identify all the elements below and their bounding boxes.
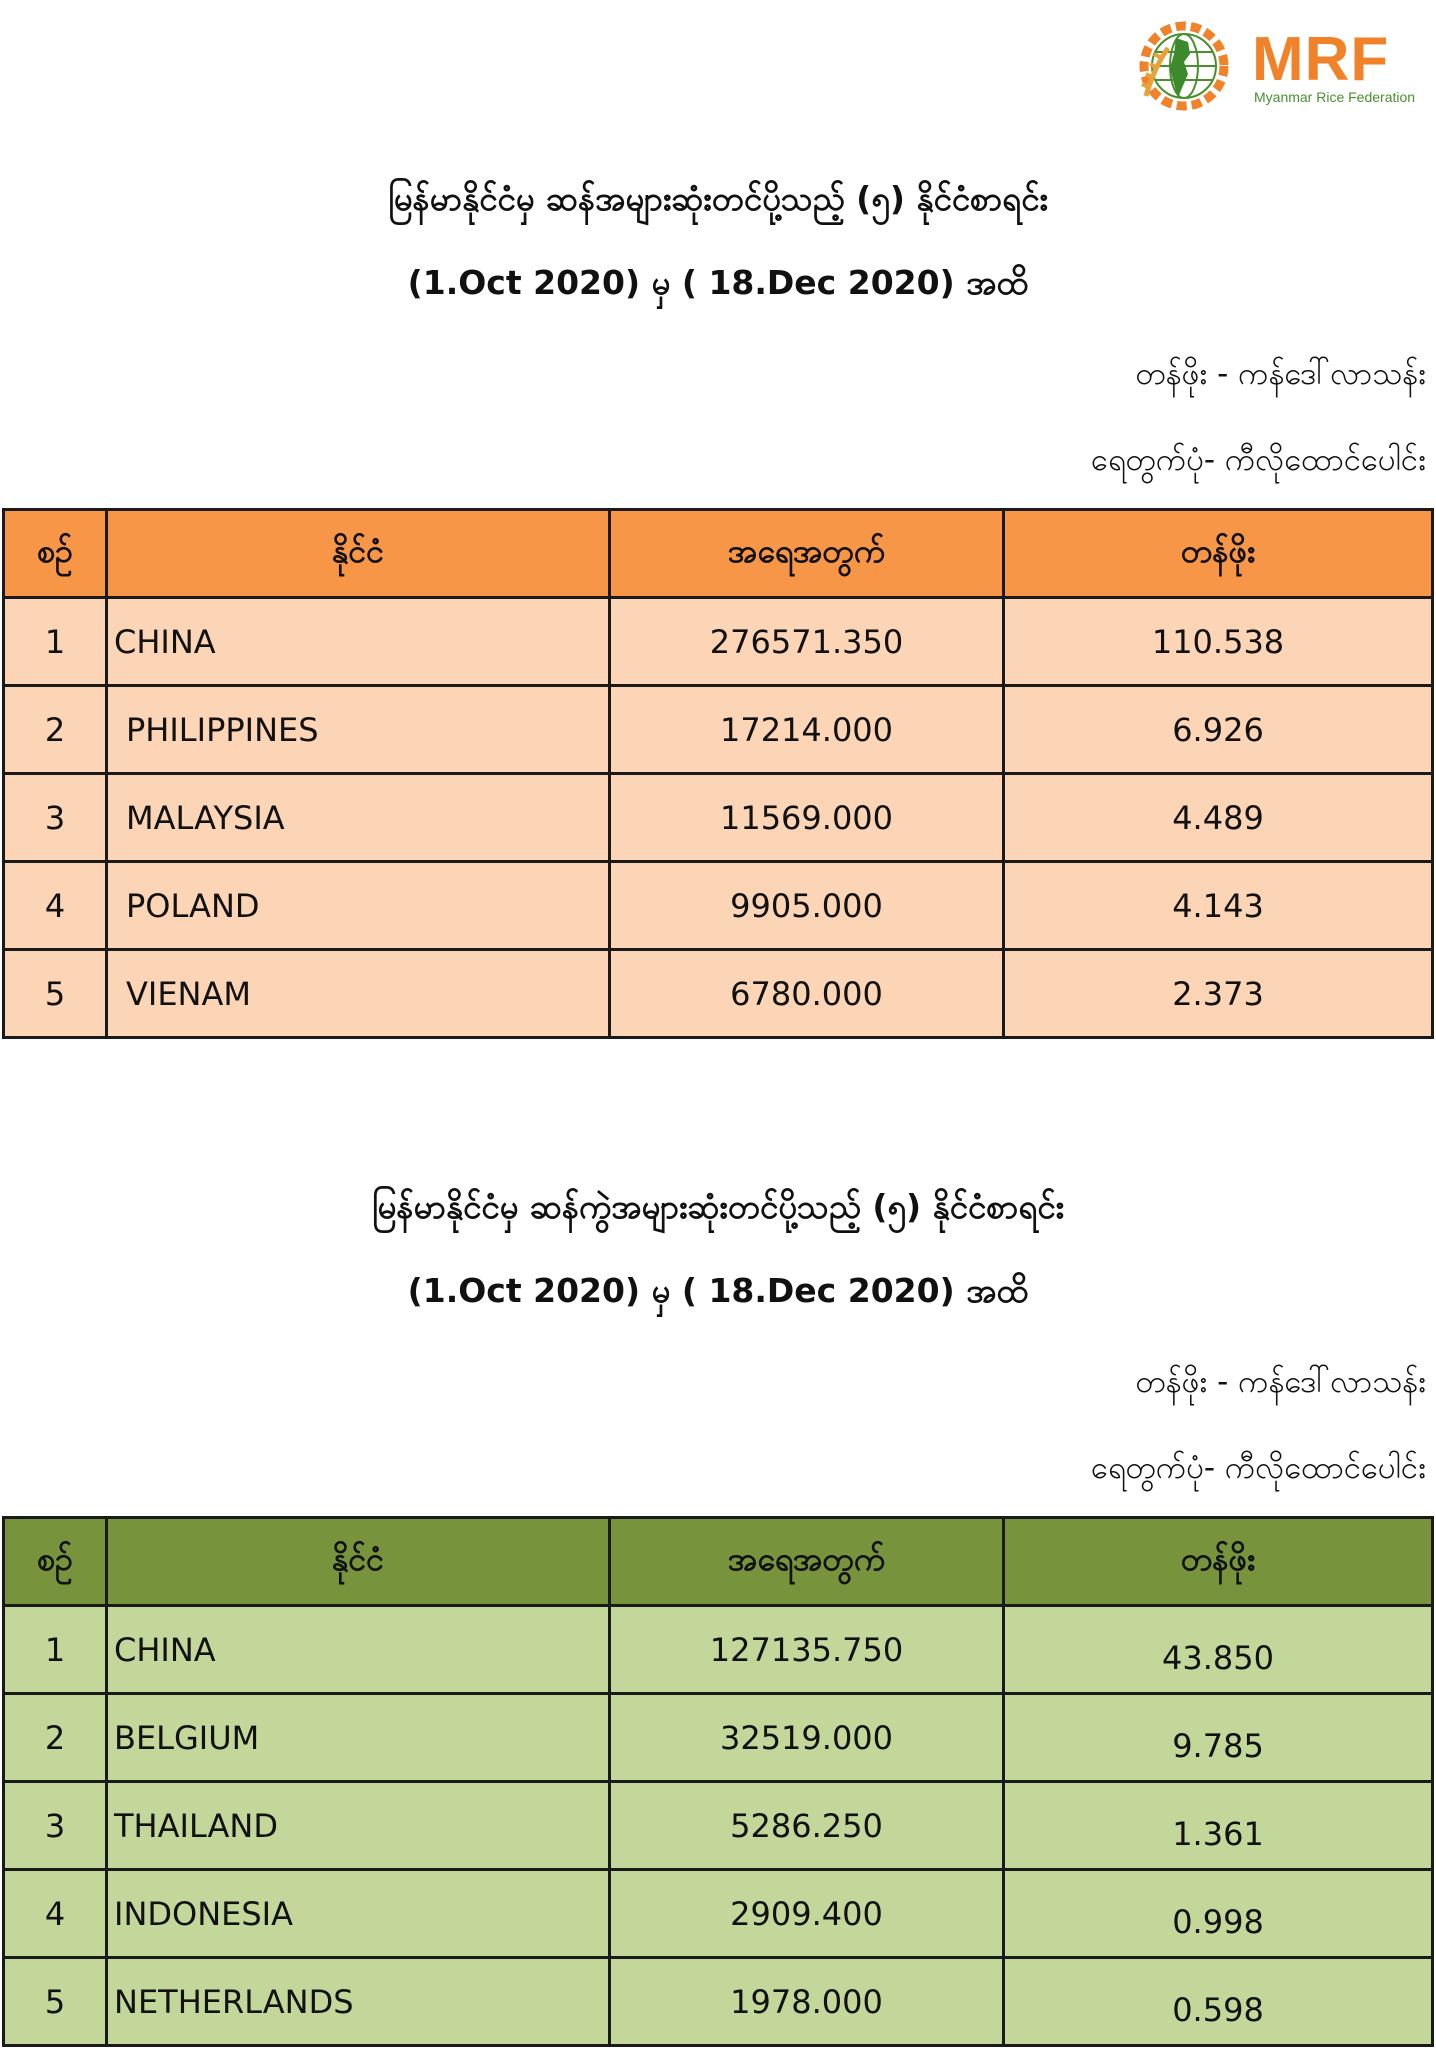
section2-date-range: (1.Oct 2020) မှ ( 18.Dec 2020) အထိ bbox=[407, 1271, 1029, 1310]
section2-title: မြန်မာနိုင်ငံမှ ဆန်ကွဲအများဆုံးတင်ပို့သည့် (၅) နိုင်ငံစာရင်း bbox=[372, 1187, 1064, 1226]
row-no: 4 bbox=[4, 862, 107, 950]
row-country: POLAND bbox=[107, 862, 610, 950]
rice-export-table bbox=[2, 508, 1434, 1039]
row-value: 4.489 bbox=[1004, 774, 1433, 862]
row-quantity: 11569.000 bbox=[610, 774, 1004, 862]
row-no: 1 bbox=[4, 598, 107, 686]
table-row bbox=[4, 1782, 1433, 1870]
header-value: တန်ဖိုး bbox=[1004, 510, 1433, 598]
row-quantity: 9905.000 bbox=[610, 862, 1004, 950]
header-no: စဉ် bbox=[4, 510, 107, 598]
row-value: 43.850 bbox=[1162, 1638, 1274, 1677]
row-country: NETHERLANDS bbox=[107, 1958, 610, 2046]
row-country: MALAYSIA bbox=[107, 774, 610, 862]
row-quantity: 17214.000 bbox=[610, 686, 1004, 774]
row-value: 0.998 bbox=[1172, 1902, 1264, 1941]
row-quantity: 5286.250 bbox=[610, 1782, 1004, 1870]
table-row bbox=[4, 686, 1433, 774]
row-quantity: 2909.400 bbox=[610, 1870, 1004, 1958]
section2-qty-unit: ရေတွက်ပုံ- ကီလိုထောင်ပေါင်း bbox=[1091, 1450, 1426, 1486]
logo-subtitle: Myanmar Rice Federation bbox=[1254, 89, 1416, 105]
table-header-row bbox=[4, 1518, 1433, 1606]
header-country: နိုင်ငံ bbox=[107, 1518, 610, 1606]
row-country: CHINA bbox=[107, 1606, 610, 1694]
row-no: 4 bbox=[4, 1870, 107, 1958]
row-value: 9.785 bbox=[1172, 1726, 1264, 1765]
row-quantity: 1978.000 bbox=[610, 1958, 1004, 2046]
logo-text: MRF bbox=[1252, 25, 1390, 94]
row-value: 6.926 bbox=[1004, 686, 1433, 774]
row-country: VIENAM bbox=[107, 950, 610, 1038]
row-country: CHINA bbox=[107, 598, 610, 686]
table-row bbox=[4, 862, 1433, 950]
row-no: 2 bbox=[4, 1694, 107, 1782]
row-no: 3 bbox=[4, 774, 107, 862]
row-no: 2 bbox=[4, 686, 107, 774]
row-no: 3 bbox=[4, 1782, 107, 1870]
row-value: 2.373 bbox=[1004, 950, 1433, 1038]
row-no: 5 bbox=[4, 950, 107, 1038]
table-row bbox=[4, 1694, 1433, 1782]
row-country: BELGIUM bbox=[107, 1694, 610, 1782]
table-row bbox=[4, 950, 1433, 1038]
header-value: တန်ဖိုး bbox=[1004, 1518, 1433, 1606]
row-value: 1.361 bbox=[1172, 1814, 1264, 1853]
header-country: နိုင်ငံ bbox=[107, 510, 610, 598]
row-country: INDONESIA bbox=[107, 1870, 610, 1958]
row-quantity: 276571.350 bbox=[610, 598, 1004, 686]
section2-value-unit: တန်ဖိုး - ကန်ဒေါ်လာသန်း bbox=[1135, 1364, 1426, 1400]
row-value: 110.538 bbox=[1004, 598, 1433, 686]
header-no: စဉ် bbox=[4, 1518, 107, 1606]
row-country: PHILIPPINES bbox=[107, 686, 610, 774]
row-no: 1 bbox=[4, 1606, 107, 1694]
table-row bbox=[4, 1958, 1433, 2046]
section1-title: မြန်မာနိုင်ငံမှ ဆန်အများဆုံးတင်ပို့သည့် (၅) နိုင်ငံစာရင်း bbox=[388, 179, 1048, 218]
table-row bbox=[4, 1606, 1433, 1694]
globe-gear-icon bbox=[1124, 18, 1244, 114]
row-value: 0.598 bbox=[1172, 1990, 1264, 2029]
broken-rice-export-table bbox=[2, 1516, 1434, 2047]
row-quantity: 32519.000 bbox=[610, 1694, 1004, 1782]
table-header-row bbox=[4, 510, 1433, 598]
table-row bbox=[4, 774, 1433, 862]
header-quantity: အရေအတွက် bbox=[610, 1518, 1004, 1606]
mrf-logo bbox=[1124, 18, 1414, 114]
row-value: 4.143 bbox=[1004, 862, 1433, 950]
section1-qty-unit: ရေတွက်ပုံ- ကီလိုထောင်ပေါင်း bbox=[1091, 442, 1426, 478]
header-quantity: အရေအတွက် bbox=[610, 510, 1004, 598]
row-no: 5 bbox=[4, 1958, 107, 2046]
row-quantity: 6780.000 bbox=[610, 950, 1004, 1038]
table-row bbox=[4, 1870, 1433, 1958]
row-country: THAILAND bbox=[107, 1782, 610, 1870]
section1-value-unit: တန်ဖိုး - ကန်ဒေါ်လာသန်း bbox=[1135, 356, 1426, 392]
section1-date-range: (1.Oct 2020) မှ ( 18.Dec 2020) အထိ bbox=[407, 263, 1029, 302]
row-quantity: 127135.750 bbox=[610, 1606, 1004, 1694]
table-row bbox=[4, 598, 1433, 686]
